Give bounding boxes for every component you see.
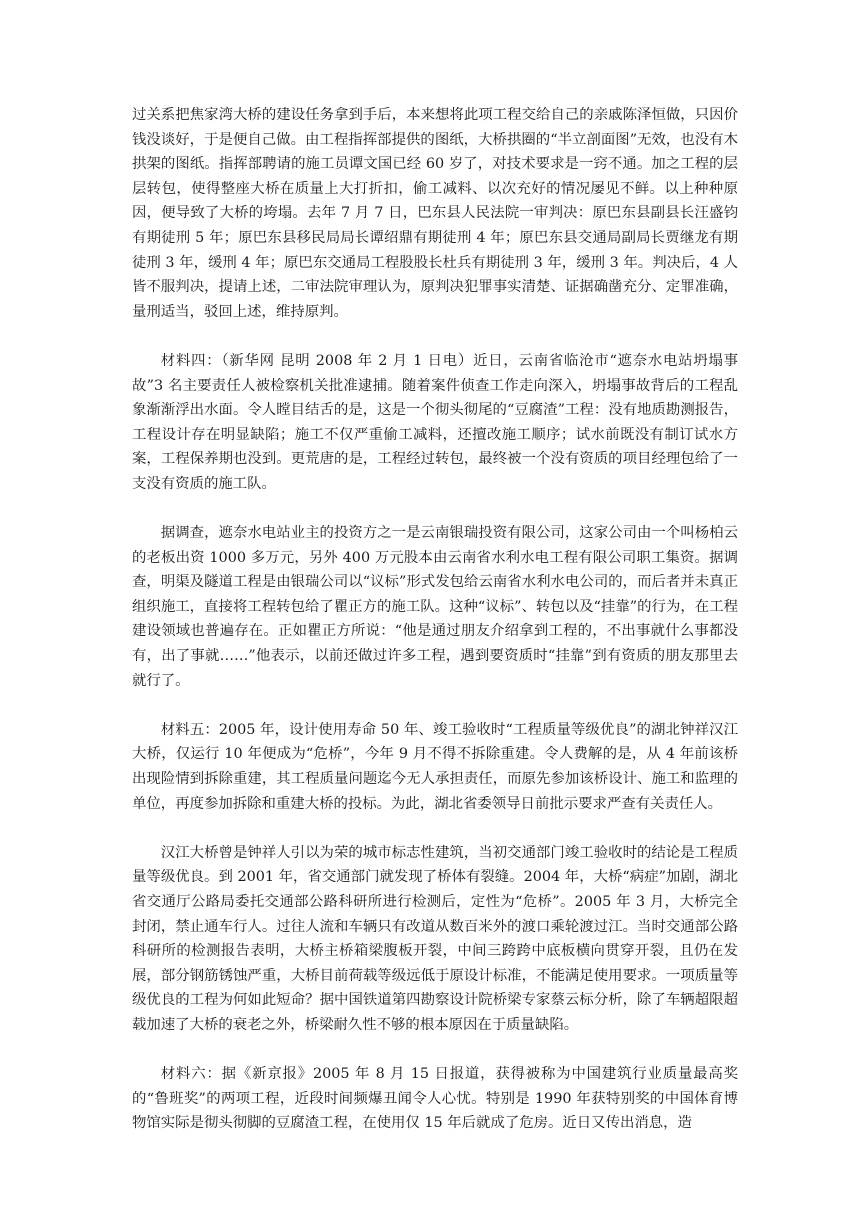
paragraph-material-6: 材料六：据《新京报》2005 年 8 月 15 日报道，获得被称为中国建筑行业质量最高奖的“鲁班奖”的两项工程，近段时间频爆丑闻令人心忧。特别是 1990 年获特别奖的中国体育博物馆实际是彻头彻脚的豆腐渣工程，在使用仅 15 年后就成了危房。近日又传出消息，造	[132, 1066, 738, 1132]
paragraph-verdict: 过关系把焦家湾大桥的建设任务拿到手后，本来想将此项工程交给自己的亲戚陈泽恒做，只因价钱没谈好，于是便自己做。由工程指挥部提供的图纸，大桥拱圈的“半立剖面图”无效，也没有木拱架的图纸。指挥部聘请的施工员谭文国已经 60 岁了，对技术要求是一窍不通。加之工程的层层转包，使得整座大桥在质量上大打折扣，偷工减料、以次充好的情况屡见不鲜。以上种种原因，便导致了大桥的垮塌。去年 7 月 7 日，巴东县人民法院一审判决：原巴东县副县长汪盛钧有期徒刑 5 年；原巴东县移民局局长谭绍鼎有期徒刑 4 年；原巴东县交通局副局长贾继龙有期徒刑 3 年，缓刑 4 年；原巴东交通局工程股股长杜兵有期徒刑 3 年，缓刑 3 年。判决后，4 人皆不服判决，提请上述，二审法院审理认为，原判决犯罪事实清楚、证据确凿充分、定罪准确，量刑适当，驳回上述，维持原判。	[132, 107, 738, 320]
paragraph-material-4: 材料四：（新华网 昆明 2008 年 2 月 1 日电）近日，云南省临沧市“遮奈水电站坍塌事故”3 名主要责任人被检察机关批准逮捕。随着案件侦查工作走向深入，坍塌事故背后的工程乱象渐渐浮出水面。令人瞠目结舌的是，这是一个彻头彻尾的“豆腐渣”工程：没有地质勘测报告，工程设计存在明显缺陷；施工不仅严重偷工减料，还擅改施工顺序；试水前既没有制订试水方案，工程保养期也没到。更荒唐的是，工程经过转包，最终被一个没有资质的项目经理包给了一支没有资质的施工队。	[132, 352, 738, 492]
document-body	[132, 103, 738, 1136]
paragraph-hanjiang-bridge: 汉江大桥曾是钟祥人引以为荣的城市标志性建筑，当初交通部门竣工验收时的结论是工程质量等级优良。到 2001 年，省交通部门就发现了桥体有裂缝。2004 年，大桥“病症”加剧，湖北省交通厅公路局委托交通部公路科研所进行检测后，定性为“危桥”。2005 年 3 月，大桥完全封闭，禁止通车行人。过往人流和车辆只有改道从数百米外的渡口乘轮渡过江。当时交通部公路科研所的检测报告表明，大桥主桥箱梁腹板开裂，中间三跨跨中底板横向贯穿开裂，且仍在发展，部分钢筋锈蚀严重，大桥目前荷载等级远低于原设计标准，不能满足使用要求。一项质量等级优良的工程为何如此短命？据中国铁道第四勘察设计院桥梁专家蔡云标分析，除了车辆超限超载加速了大桥的衰老之外，桥梁耐久性不够的根本原因在于质量缺陷。	[132, 844, 738, 1033]
paragraph-investigation: 据调查，遮奈水电站业主的投资方之一是云南银瑞投资有限公司，这家公司由一个叫杨柏云的老板出资 1000 多万元，另外 400 万元股本由云南省水利水电工程有限公司职工集资。据调查，明渠及隧道工程是由银瑞公司以“议标”形式发包给云南省水利水电公司的，而后者并未真正组织施工，直接将工程转包给了瞿正方的施工队。这种“议标”、转包以及“挂靠”的行为，在工程建设领域也普遍存在。正如瞿正方所说：“他是通过朋友介绍拿到工程的，不出事就什么事都没有，出了事就……”他表示，以前还做过许多工程，遇到要资质时“挂靠”到有资质的朋友那里去就行了。	[132, 525, 738, 689]
paragraph-material-5: 材料五：2005 年，设计使用寿命 50 年、竣工验收时“工程质量等级优良”的湖北钟祥汉江大桥，仅运行 10 年便成为“危桥”，今年 9 月不得不拆除重建。令人费解的是，从 4 年前该桥出现险情到拆除重建，其工程质量问题迄今无人承担责任，而原先参加该桥设计、施工和监理的单位，再度参加拆除和重建大桥的投标。为此，湖北省委领导日前批示要求严查有关责任人。	[132, 721, 738, 812]
